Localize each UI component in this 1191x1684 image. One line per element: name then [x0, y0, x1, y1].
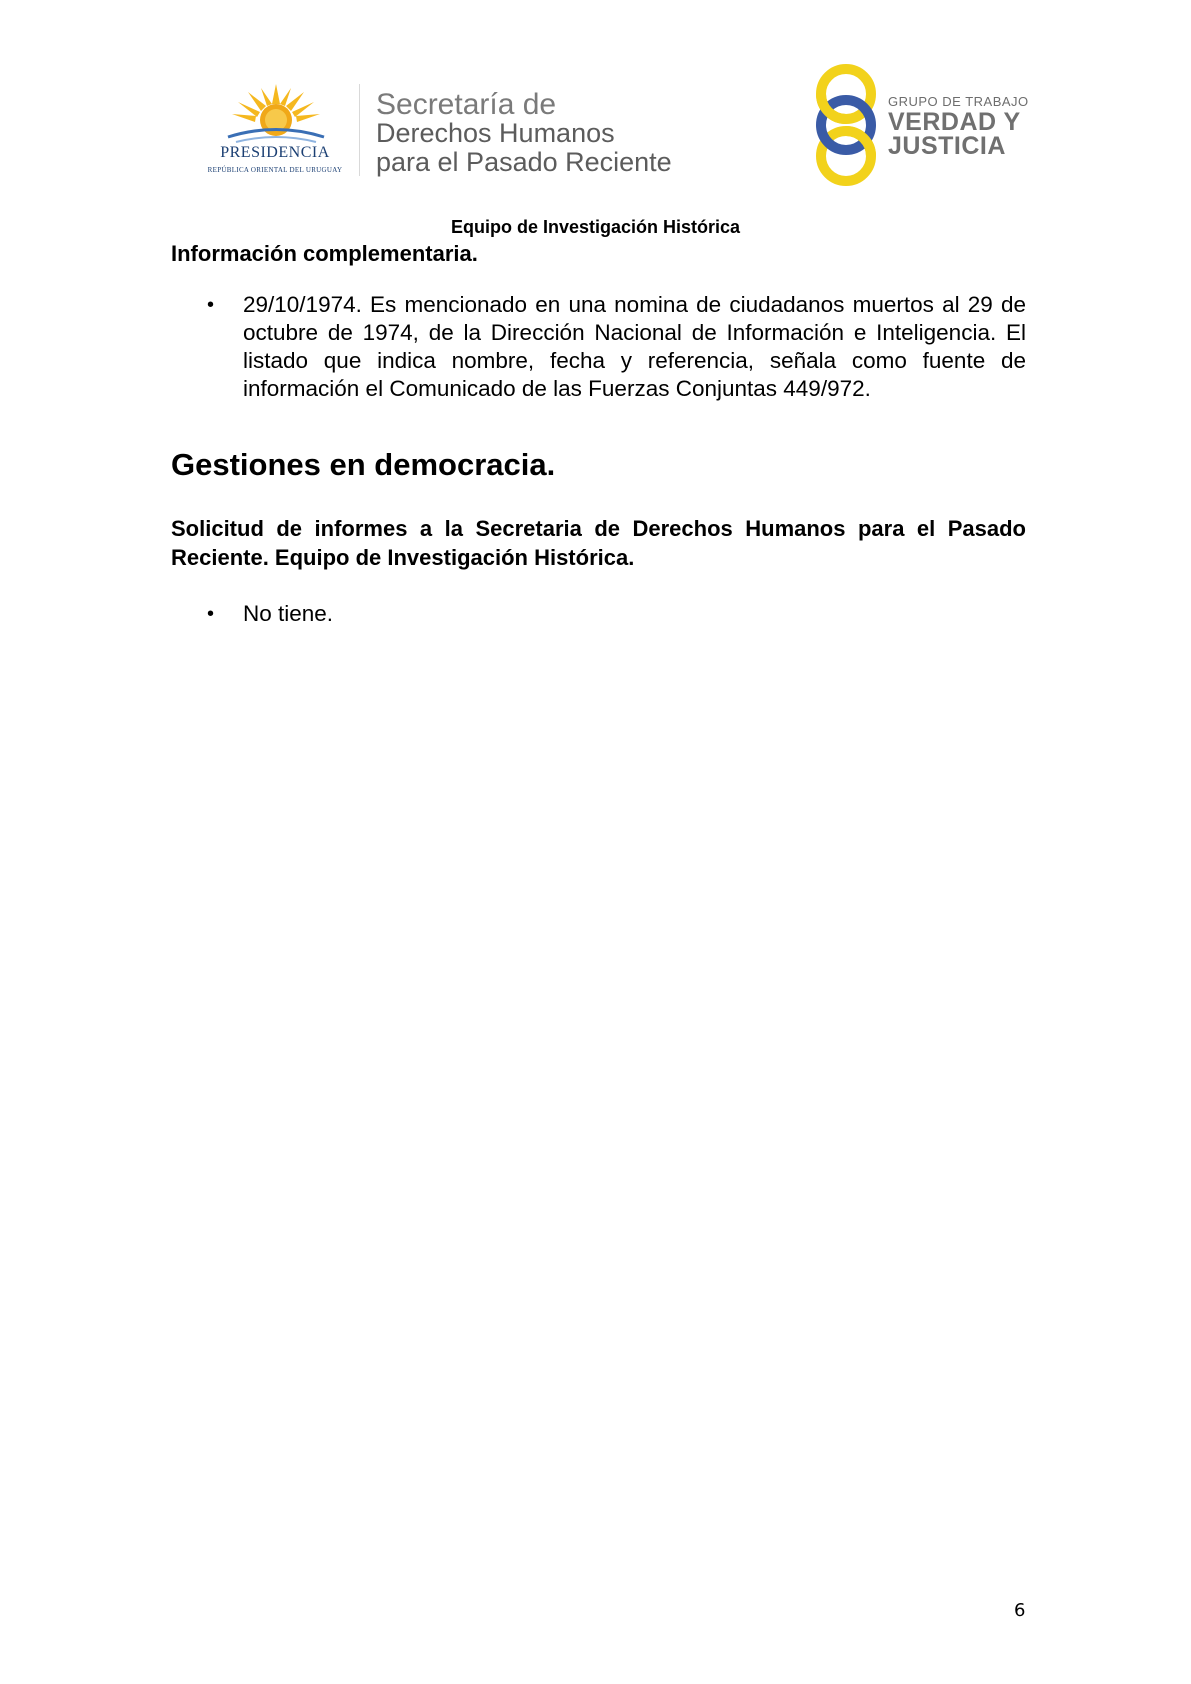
team-header: Equipo de Investigación Histórica: [450, 217, 741, 237]
grupo-trabajo-line-3: JUSTICIA: [888, 132, 1006, 160]
list-item-text: No tiene.: [243, 601, 334, 626]
presidencia-label: PRESIDENCIA: [220, 144, 330, 161]
presidencia-sublabel: REPÚBLICA ORIENTAL DEL URUGUAY: [207, 166, 343, 174]
secretaria-line-1: Secretaría de: [376, 88, 557, 121]
grupo-trabajo-line-2: VERDAD Y: [888, 108, 1021, 136]
secretaria-line-2: Derechos Humanos: [376, 118, 615, 148]
grupo-trabajo-line-1: GRUPO DE TRABAJO: [888, 94, 1029, 109]
list-item: [171, 291, 1026, 403]
presidencia-logo: [196, 82, 354, 178]
list-item: [171, 600, 1026, 628]
section-subheading-solicitud: Solicitud de informes a la Secretaria de Derechos Humanos para el Pasado Reciente. Equipo de Investigación Histórica.: [171, 516, 1026, 570]
bullet-icon: •: [207, 294, 215, 316]
logo-divider: [359, 84, 360, 176]
section-heading-gestiones: Gestiones en democracia.: [171, 447, 556, 482]
page-number: 6: [1014, 1600, 1026, 1621]
list-item-text: 29/10/1974. Es mencionado en una nomina de ciudadanos muertos al 29 de octubre de 1974, de la Dirección Nacional de Información e Inteligencia. El listado que indica nombre, fecha y referencia, señala como fuente de información el Comunicado de las Fuerzas Conjuntas 449/972.: [243, 292, 1026, 401]
bullet-icon: •: [207, 603, 215, 625]
linked-rings-icon: [812, 63, 880, 187]
secretaria-title: [376, 90, 672, 177]
section-heading-informacion: Información complementaria.: [171, 241, 478, 266]
gestiones-bullet-list: [171, 600, 1026, 628]
grupo-trabajo-title: [888, 94, 1029, 158]
secretaria-line-3: para el Pasado Reciente: [376, 147, 672, 177]
informacion-bullet-list: [171, 291, 1026, 403]
sun-emblem-icon: [226, 82, 326, 147]
